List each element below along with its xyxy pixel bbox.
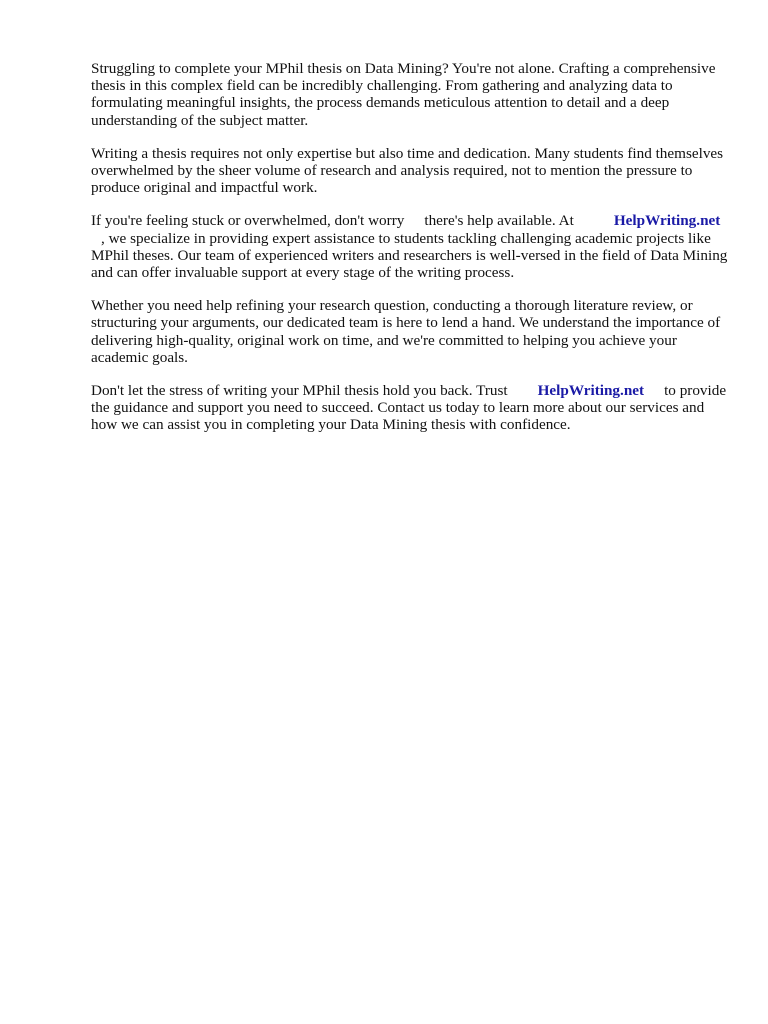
- helpwriting-link-2[interactable]: HelpWriting.net: [537, 382, 645, 400]
- paragraph-help-text-end: , we specialize in providing expert assistance to students tackling challenging academic projects like MPhil theses. Our team of experienced writers and researchers is well-versed in the field of Data Mining and can offer invaluable support at every stage of the writing process.: [91, 229, 728, 282]
- paragraph-help-available: [91, 212, 731, 281]
- paragraph-challenges: Writing a thesis requires not only expertise but also time and dedication. Many students find themselves overwhelmed by the sheer volume of research and analysis required, not to mention the pressure to produce original and impactful work.: [91, 144, 724, 197]
- paragraph-help-text-start: If you're feeling stuck or overwhelmed, don't worry: [91, 212, 405, 230]
- document-body: [91, 60, 731, 450]
- helpwriting-link[interactable]: HelpWriting.net: [613, 212, 721, 230]
- paragraph-help-text-mid: there's help available. At: [424, 212, 574, 230]
- paragraph-call-to-action: [91, 382, 731, 434]
- paragraph-services: Whether you need help refining your research question, conducting a thorough literature review, or structuring your arguments, our dedicated team is here to lend a hand. We understand the importance of delivering high-quality, original work on time, and we're committed to helping you achieve your academic goals.: [91, 297, 721, 366]
- paragraph-intro: Struggling to complete your MPhil thesis on Data Mining? You're not alone. Crafting a comprehensive thesis in this complex field can be incredibly challenging. From gathering and analyzing data to formulating meaningful insights, the process demands meticulous attention to detail and a deep understanding of the subject matter.: [91, 60, 716, 129]
- paragraph-cta-text-end: to provide the guidance and support you need to succeed. Contact us today to learn more about our services and how we can assist you in completing your Data Mining thesis with confidence.: [91, 382, 727, 434]
- paragraph-cta-text-start: Don't let the stress of writing your MPhil thesis hold you back. Trust: [91, 382, 508, 400]
